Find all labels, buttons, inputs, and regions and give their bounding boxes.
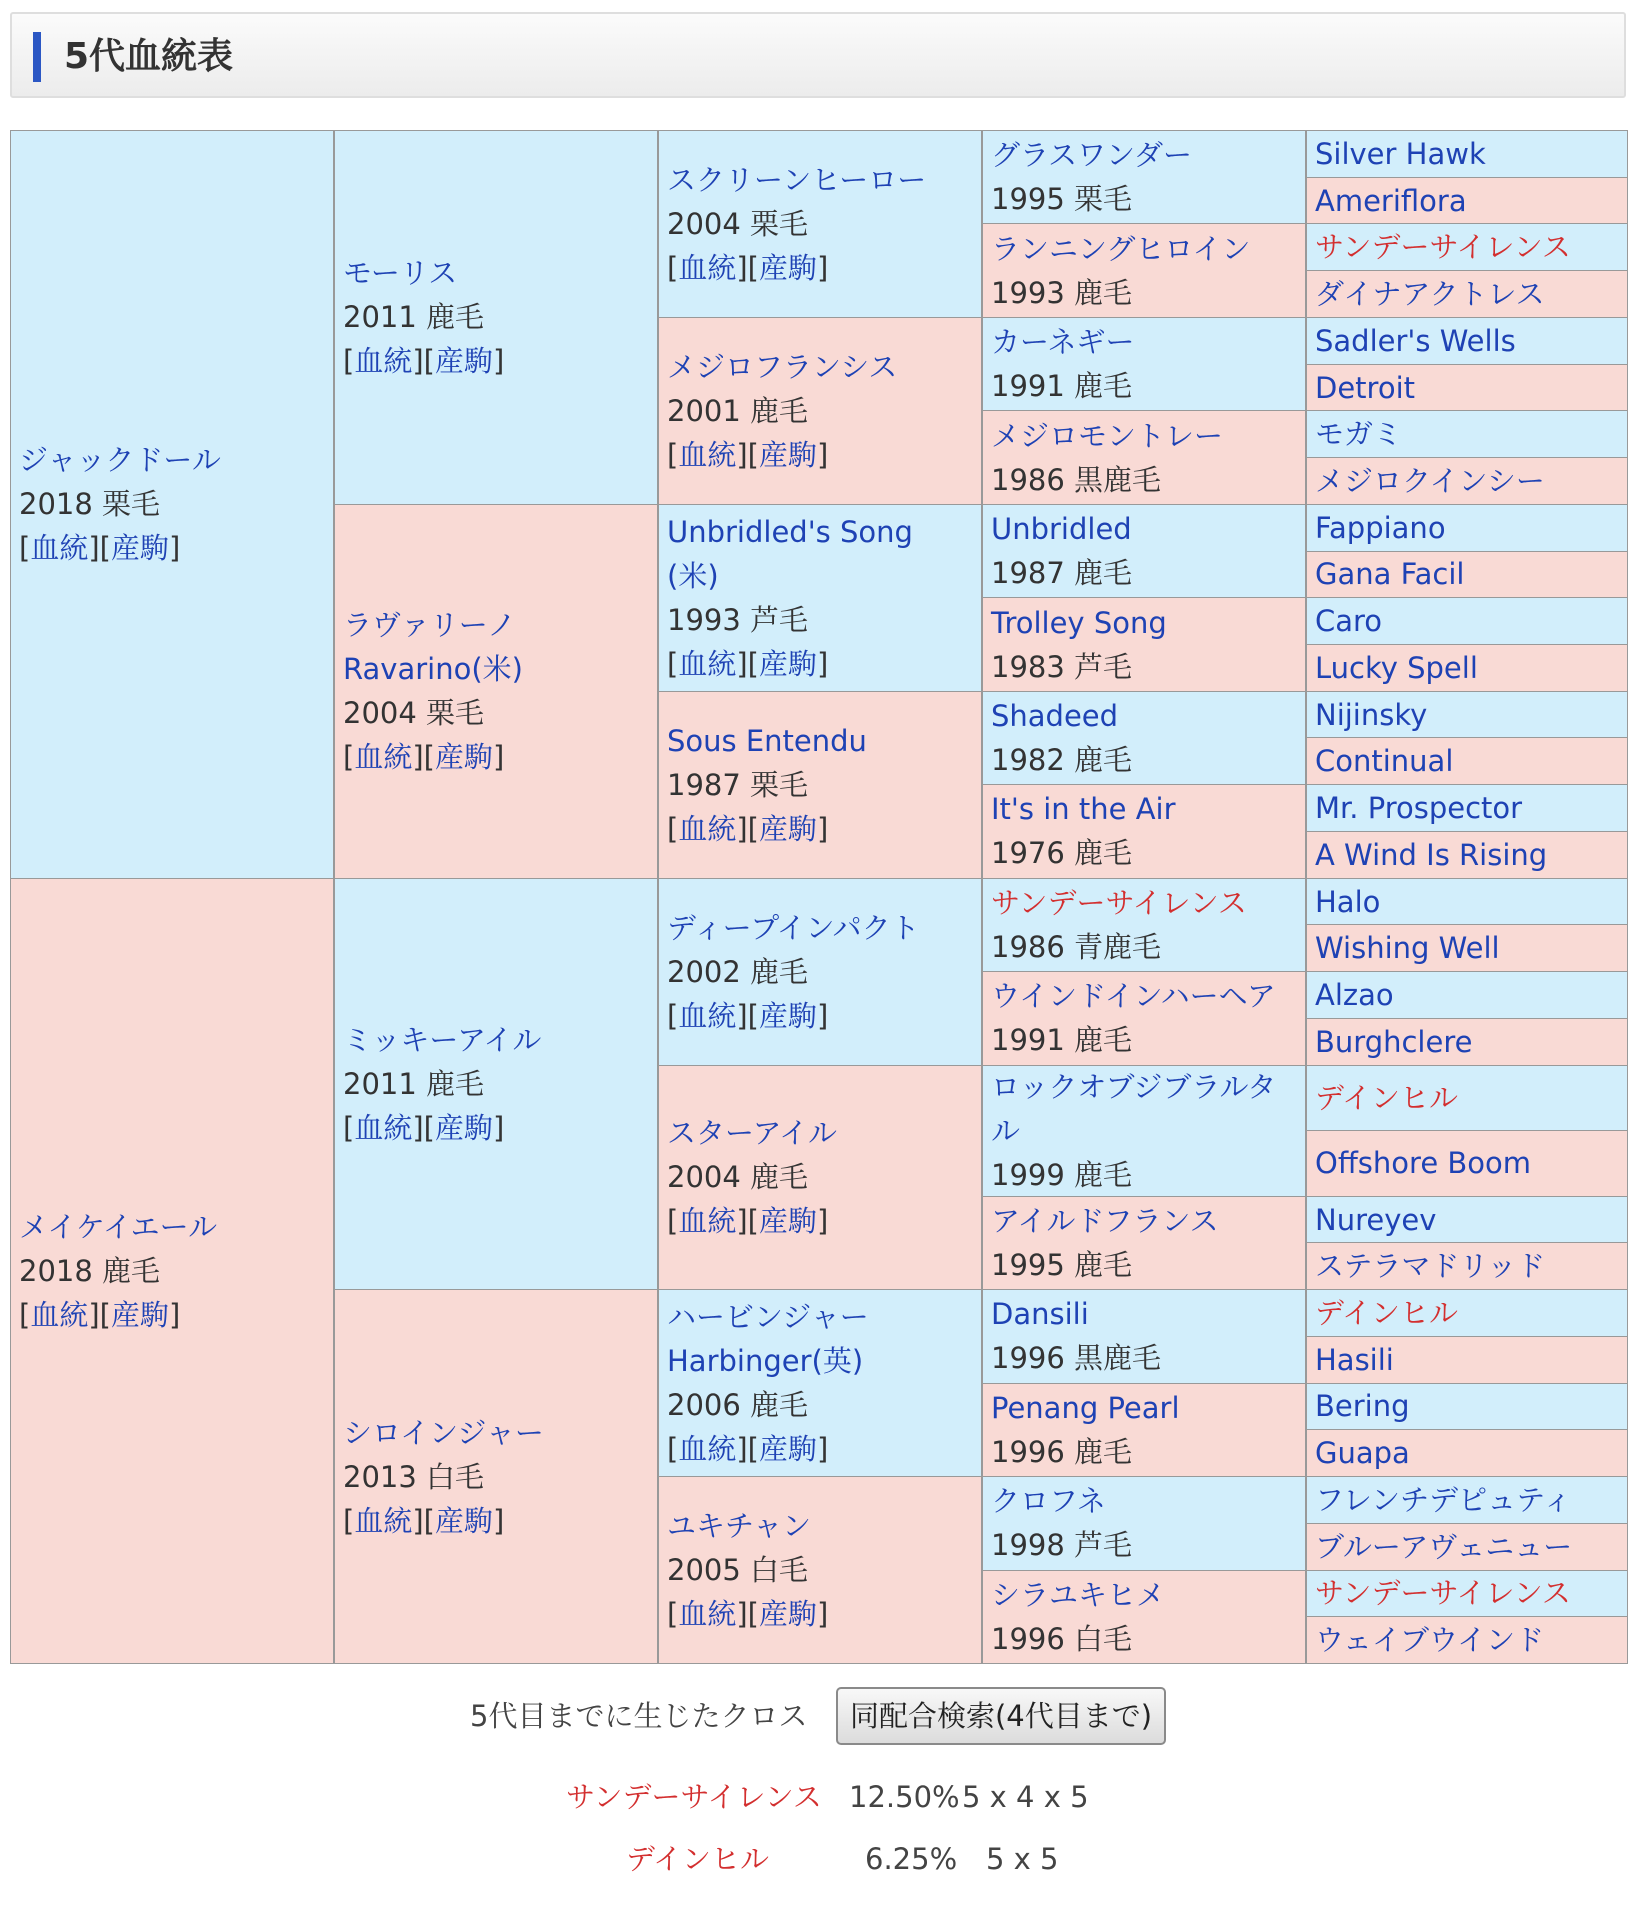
cross-horse-link[interactable]: デインヒル	[626, 1842, 769, 1876]
bloodline-link[interactable]: 血統	[678, 646, 737, 681]
pedigree-cell-gen4	[982, 1383, 1306, 1477]
bracket: ]	[817, 250, 829, 285]
pedigree-cell-gen4	[982, 1196, 1306, 1290]
horse-year-color: 2011 鹿毛	[343, 300, 485, 335]
bracket: ][	[736, 437, 759, 472]
horse-name-line2[interactable]: ル	[991, 1113, 1021, 1148]
bracket: ]	[169, 1297, 181, 1332]
bracket: ]	[169, 531, 181, 566]
pedigree-cell-gen5	[1306, 1242, 1628, 1290]
pedigree-cell-gen4	[982, 878, 1306, 972]
cross-percent: 12.50%	[849, 1780, 960, 1814]
pedigree-cell-gen4	[982, 691, 1306, 785]
horse-name-link[interactable]: ユキチャン	[667, 1509, 812, 1544]
horse-name-link[interactable]: Offshore Boom	[1315, 1146, 1532, 1181]
pedigree-cell-gen5	[1306, 1429, 1628, 1477]
horse-year-color: 1986 青鹿毛	[991, 929, 1162, 964]
offspring-link[interactable]: 産駒	[758, 437, 817, 472]
horse-year-color: 1999 鹿毛	[991, 1157, 1133, 1192]
cross-label: 5代目までに生じたクロス	[470, 1699, 808, 1733]
horse-year-color: 2011 鹿毛	[343, 1066, 485, 1101]
horse-links	[667, 994, 973, 1038]
horse-name-link[interactable]: It's in the Air	[991, 792, 1176, 827]
pedigree-cell-gen2	[334, 130, 658, 505]
bracket: ][	[412, 1503, 435, 1538]
bracket: ]	[817, 437, 829, 472]
horse-year-color: 1995 栗毛	[991, 182, 1133, 217]
offspring-link[interactable]: 産駒	[434, 1110, 493, 1145]
horse-name-link[interactable]: ミッキーアイル	[343, 1022, 542, 1057]
horse-name-link[interactable]: Ameriflora	[1315, 183, 1467, 218]
pedigree-cell-gen3	[658, 504, 982, 692]
horse-year-color: 1986 黒鹿毛	[991, 462, 1162, 497]
pedigree-cell-gen3	[658, 1289, 982, 1477]
horse-name-link[interactable]: クロフネ	[991, 1484, 1106, 1519]
bracket: ]	[817, 1204, 829, 1239]
horse-name-link[interactable]: メイケイエール	[19, 1209, 218, 1244]
horse-year-color: 2004 栗毛	[667, 206, 809, 241]
pedigree-cell-gen5	[1306, 1616, 1628, 1664]
horse-links	[667, 1199, 973, 1243]
pedigree-cell-gen4	[982, 597, 1306, 691]
cross-pattern: 5 x 4 x 5	[962, 1780, 1089, 1814]
bloodline-link[interactable]: 血統	[678, 811, 737, 846]
horse-name-link[interactable]: スターアイル	[667, 1116, 837, 1151]
section-title: 5代血統表	[64, 36, 234, 77]
horse-name-link[interactable]: ジャックドール	[19, 443, 221, 478]
pedigree-cell-gen3	[658, 878, 982, 1066]
horse-name-link[interactable]: Detroit	[1315, 370, 1415, 405]
horse-year-color: 2004 栗毛	[343, 696, 485, 731]
bloodline-link[interactable]: 血統	[678, 250, 737, 285]
bracket: ][	[736, 998, 759, 1033]
pedigree-cell-gen5	[1306, 691, 1628, 739]
bloodline-link[interactable]: 血統	[678, 998, 737, 1033]
horse-year-color: 2001 鹿毛	[667, 393, 809, 428]
pedigree-cell-gen5	[1306, 317, 1628, 365]
pedigree-cell-gen4	[982, 971, 1306, 1065]
pedigree-cell-gen2	[334, 878, 658, 1290]
horse-name-link[interactable]: Shadeed	[991, 698, 1119, 733]
header-accent-bar	[33, 32, 41, 82]
bloodline-link[interactable]: 血統	[678, 1597, 737, 1632]
bracket: [	[667, 1204, 679, 1239]
horse-links	[343, 1499, 649, 1543]
bracket: ][	[736, 1204, 759, 1239]
bracket: ][	[736, 646, 759, 681]
horse-name-link[interactable]: モーリス	[343, 256, 458, 291]
horse-year-color: 2013 白毛	[343, 1459, 485, 1494]
pedigree-cell-gen3	[658, 1065, 982, 1291]
offspring-link[interactable]: 産駒	[758, 1204, 817, 1239]
horse-year-color: 1983 芦毛	[991, 649, 1133, 684]
pedigree-cell-gen5	[1306, 1065, 1628, 1132]
horse-year-color: 1982 鹿毛	[991, 742, 1133, 777]
offspring-link[interactable]: 産駒	[758, 646, 817, 681]
pedigree-cell-gen3	[658, 1476, 982, 1664]
horse-name-link[interactable]: ランニングヒロイン	[991, 231, 1251, 266]
horse-name-link[interactable]: Caro	[1315, 604, 1383, 639]
horse-name-link[interactable]: デインヒル	[1315, 1080, 1458, 1115]
bloodline-link[interactable]: 血統	[354, 740, 413, 775]
horse-name-link[interactable]: Nureyev	[1315, 1202, 1437, 1237]
horse-year-color: 1987 栗毛	[667, 767, 809, 802]
offspring-link[interactable]: 産駒	[758, 1432, 817, 1467]
horse-name-link[interactable]: Penang Pearl	[991, 1390, 1180, 1425]
pedigree-cell-gen3	[658, 317, 982, 505]
horse-name-link[interactable]: メジロクインシー	[1315, 463, 1545, 498]
offspring-link[interactable]: 産駒	[110, 1297, 169, 1332]
horse-year-color: 1987 鹿毛	[991, 556, 1133, 591]
horse-year-color: 1996 鹿毛	[991, 1434, 1133, 1469]
pedigree-cell-gen5	[1306, 270, 1628, 318]
pedigree-cell-gen1	[10, 878, 334, 1664]
bracket: [	[667, 998, 679, 1033]
bloodline-link[interactable]: 血統	[30, 1297, 89, 1332]
horse-links	[667, 246, 973, 290]
horse-name-link[interactable]: スクリーンヒーロー	[667, 162, 927, 197]
pedigree-cell-gen5	[1306, 597, 1628, 645]
bracket: [	[343, 344, 355, 379]
bloodline-link[interactable]: 血統	[678, 437, 737, 472]
horse-links	[667, 1427, 973, 1471]
bracket: [	[343, 1110, 355, 1145]
offspring-link[interactable]: 産駒	[758, 811, 817, 846]
horse-year-color: 1991 鹿毛	[991, 369, 1133, 404]
pedigree-cell-gen5	[1306, 1523, 1628, 1571]
bloodline-link[interactable]: 血統	[30, 531, 89, 566]
horse-name-link[interactable]: サンデーサイレンス	[1315, 1576, 1571, 1611]
pedigree-cell-gen4	[982, 784, 1306, 878]
horse-name-link[interactable]: Silver Hawk	[1315, 136, 1486, 171]
pedigree-cell-gen5	[1306, 924, 1628, 972]
pedigree-cell-gen5	[1306, 644, 1628, 692]
bracket: ][	[736, 1432, 759, 1467]
offspring-link[interactable]: 産駒	[434, 1503, 493, 1538]
bracket: [	[343, 1503, 355, 1538]
cross-horse-link[interactable]: サンデーサイレンス	[566, 1780, 822, 1814]
pedigree-cell-gen5	[1306, 1383, 1628, 1431]
horse-name-link[interactable]: Hasili	[1315, 1342, 1394, 1377]
pedigree-cell-gen5	[1306, 1570, 1628, 1618]
bracket: ][	[412, 344, 435, 379]
same-mating-search-button[interactable]: 同配合検索(4代目まで)	[836, 1687, 1166, 1745]
bracket: [	[667, 1432, 679, 1467]
horse-name-link[interactable]: ディープインパクト	[667, 910, 920, 945]
pedigree-table	[10, 130, 1628, 1663]
horse-year-color: 1993 鹿毛	[991, 275, 1133, 310]
horse-name-link[interactable]: Trolley Song	[991, 605, 1167, 640]
horse-year-color: 2002 鹿毛	[667, 954, 809, 989]
pedigree-cell-gen4	[982, 504, 1306, 598]
horse-name-link[interactable]: ブルーアヴェニュー	[1315, 1529, 1573, 1564]
horse-name-link[interactable]: ステラマドリッド	[1315, 1249, 1546, 1284]
horse-name-link[interactable]: シロインジャー	[343, 1415, 544, 1450]
horse-name-link[interactable]: Halo	[1315, 884, 1381, 919]
cross-pattern: 5 x 5	[986, 1842, 1059, 1876]
horse-name-line2[interactable]: Harbinger(英)	[667, 1344, 864, 1379]
horse-name-link[interactable]: Bering	[1315, 1389, 1410, 1424]
horse-year-color: 2005 白毛	[667, 1553, 809, 1588]
horse-links	[667, 433, 973, 477]
pedigree-cell-gen3	[658, 130, 982, 318]
horse-name-link[interactable]: ロックオブジブラルタ	[991, 1069, 1277, 1104]
horse-name-link[interactable]: Alzao	[1315, 978, 1394, 1012]
horse-name-link[interactable]: デインヒル	[1315, 1296, 1458, 1330]
pedigree-cell-gen5	[1306, 971, 1628, 1019]
horse-name-link[interactable]: Nijinsky	[1315, 697, 1428, 732]
offspring-link[interactable]: 産駒	[434, 740, 493, 775]
pedigree-cell-gen3	[658, 691, 982, 879]
horse-year-color: 2018 鹿毛	[19, 1253, 161, 1288]
horse-name-link[interactable]: Unbridled's Song	[667, 514, 913, 549]
bloodline-link[interactable]: 血統	[354, 1503, 413, 1538]
pedigree-cell-gen4	[982, 1570, 1306, 1664]
horse-name-link[interactable]: ラヴァリーノ	[343, 608, 517, 643]
pedigree-cell-gen5	[1306, 551, 1628, 599]
bracket: ]	[817, 811, 829, 846]
bracket: ][	[736, 250, 759, 285]
horse-name-link[interactable]: ハービンジャー	[667, 1300, 869, 1335]
pedigree-cell-gen4	[982, 317, 1306, 411]
bracket: [	[667, 646, 679, 681]
horse-name-link[interactable]: ウインドインハーヘア	[991, 979, 1276, 1014]
horse-links	[343, 339, 649, 383]
offspring-link[interactable]: 産駒	[758, 1597, 817, 1632]
bloodline-link[interactable]: 血統	[678, 1204, 737, 1239]
bracket: [	[19, 531, 31, 566]
horse-links	[19, 1293, 325, 1337]
horse-year-color: 1976 鹿毛	[991, 836, 1133, 871]
horse-name-link[interactable]: メジロモントレー	[991, 418, 1224, 453]
horse-year-color: 2018 栗毛	[19, 487, 161, 522]
offspring-link[interactable]: 産駒	[434, 344, 493, 379]
bloodline-link[interactable]: 血統	[678, 1432, 737, 1467]
pedigree-cell-gen5	[1306, 1336, 1628, 1384]
horse-name-link[interactable]: フレンチデピュティ	[1315, 1482, 1572, 1517]
section-header	[10, 12, 1626, 98]
bracket: ][	[736, 1597, 759, 1632]
horse-year-color: 1995 鹿毛	[991, 1247, 1133, 1282]
bracket: ]	[817, 1597, 829, 1632]
horse-name-link[interactable]: Fappiano	[1315, 510, 1446, 545]
horse-year-color: 1996 黒鹿毛	[991, 1341, 1162, 1376]
bracket: [	[667, 811, 679, 846]
offspring-link[interactable]: 産駒	[758, 250, 817, 285]
bracket: [	[19, 1297, 31, 1332]
bracket: ]	[493, 1503, 505, 1538]
horse-name-link[interactable]: グラスワンダー	[991, 138, 1192, 173]
horse-links	[667, 807, 973, 851]
pedigree-cell-gen4	[982, 410, 1306, 504]
horse-name-link[interactable]: A Wind Is Rising	[1315, 837, 1548, 872]
pedigree-cell-gen5	[1306, 831, 1628, 879]
bracket: ][	[88, 531, 111, 566]
pedigree-cell-gen4	[982, 223, 1306, 317]
pedigree-cell-gen5	[1306, 784, 1628, 832]
horse-year-color: 2004 鹿毛	[667, 1160, 809, 1195]
horse-name-link[interactable]: Guapa	[1315, 1436, 1410, 1471]
pedigree-cell-gen5	[1306, 1130, 1628, 1197]
horse-name-link[interactable]: Mr. Prospector	[1315, 791, 1523, 826]
horse-name-link[interactable]: Lucky Spell	[1315, 650, 1478, 685]
cross-percent: 6.25%	[865, 1842, 958, 1876]
pedigree-cell-gen5	[1306, 410, 1628, 458]
horse-links	[343, 735, 649, 779]
horse-name-link[interactable]: カーネギー	[991, 325, 1135, 360]
horse-name-link[interactable]: シラユキヒメ	[991, 1577, 1166, 1612]
horse-name-link[interactable]: Sous Entendu	[667, 723, 867, 758]
pedigree-cell-gen5	[1306, 223, 1628, 271]
horse-name-link[interactable]: Gana Facil	[1315, 557, 1465, 592]
offspring-link[interactable]: 産駒	[758, 998, 817, 1033]
horse-name-link[interactable]: ダイナアクトレス	[1315, 277, 1545, 312]
horse-links	[667, 642, 973, 686]
pedigree-cell-gen4	[982, 1476, 1306, 1570]
horse-name-link[interactable]: Unbridled	[991, 512, 1132, 547]
horse-name-link[interactable]: サンデーサイレンス	[991, 885, 1247, 920]
bracket: ][	[412, 1110, 435, 1145]
bracket: [	[667, 437, 679, 472]
horse-links	[343, 1106, 649, 1150]
horse-year-color: 1991 鹿毛	[991, 1023, 1133, 1058]
bracket: ][	[736, 811, 759, 846]
horse-name-link[interactable]: ウェイブウインド	[1315, 1623, 1545, 1658]
pedigree-cell-gen2	[334, 1289, 658, 1664]
horse-year-color: 2006 鹿毛	[667, 1388, 809, 1423]
horse-name-link[interactable]: モガミ	[1315, 417, 1403, 452]
pedigree-cell-gen4	[982, 130, 1306, 224]
pedigree-cell-gen5	[1306, 364, 1628, 412]
bracket: [	[343, 740, 355, 775]
horse-name-link[interactable]: Sadler's Wells	[1315, 323, 1516, 358]
pedigree-cell-gen5	[1306, 1476, 1628, 1524]
bracket: ]	[493, 344, 505, 379]
pedigree-cell-gen5	[1306, 177, 1628, 225]
horse-links	[19, 526, 325, 570]
pedigree-cell-gen2	[334, 504, 658, 879]
pedigree-cell-gen4	[982, 1065, 1306, 1197]
pedigree-cell-gen1	[10, 130, 334, 879]
bracket: ][	[88, 1297, 111, 1332]
horse-name-link[interactable]: Continual	[1315, 744, 1454, 779]
horse-name-link[interactable]: Burghclere	[1315, 1024, 1473, 1059]
horse-name-link[interactable]: メジロフランシス	[667, 349, 898, 384]
pedigree-cell-gen5	[1306, 1196, 1628, 1244]
bracket: ]	[817, 998, 829, 1033]
bracket: ]	[493, 1110, 505, 1145]
horse-year-color: 1998 芦毛	[991, 1528, 1133, 1563]
horse-name-line2[interactable]: (米)	[667, 558, 719, 593]
bracket: [	[667, 250, 679, 285]
bracket: [	[667, 1597, 679, 1632]
bracket: ]	[817, 1432, 829, 1467]
horse-name-link[interactable]: Dansili	[991, 1297, 1089, 1332]
pedigree-cell-gen5	[1306, 878, 1628, 926]
horse-name-link[interactable]: サンデーサイレンス	[1315, 230, 1571, 265]
horse-name-link[interactable]: Wishing Well	[1315, 931, 1500, 966]
horse-links	[667, 1592, 973, 1636]
bracket: ][	[412, 740, 435, 775]
bloodline-link[interactable]: 血統	[354, 344, 413, 379]
pedigree-cell-gen5	[1306, 457, 1628, 505]
pedigree-cell-gen5	[1306, 737, 1628, 785]
bracket: ]	[817, 646, 829, 681]
horse-year-color: 1993 芦毛	[667, 602, 809, 637]
pedigree-cell-gen5	[1306, 1018, 1628, 1066]
pedigree-cell-gen4	[982, 1289, 1306, 1383]
horse-year-color: 1996 白毛	[991, 1621, 1133, 1656]
pedigree-cell-gen5	[1306, 1289, 1628, 1337]
horse-name-link[interactable]: アイルドフランス	[991, 1203, 1219, 1238]
offspring-link[interactable]: 産駒	[110, 531, 169, 566]
pedigree-cell-gen5	[1306, 504, 1628, 552]
bracket: ]	[493, 740, 505, 775]
pedigree-cell-gen5	[1306, 130, 1628, 178]
horse-name-line2[interactable]: Ravarino(米)	[343, 652, 523, 687]
bloodline-link[interactable]: 血統	[354, 1110, 413, 1145]
